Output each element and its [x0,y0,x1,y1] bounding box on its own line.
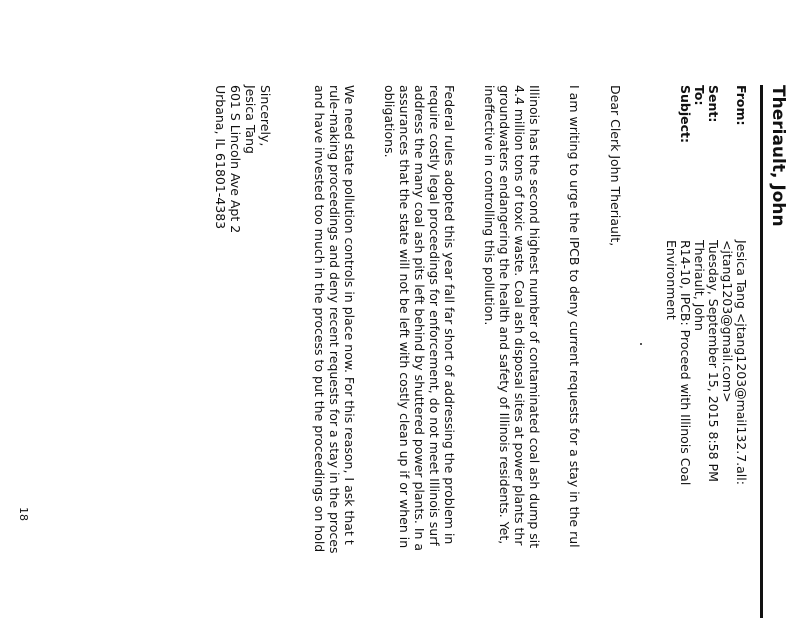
paragraph-line: address the many coal ash pits left behind by shuttered power plants. In a [412,85,427,552]
subject-value-line2: Environment [664,240,679,320]
signature-street: 601 S Lincoln Ave Apt 2 [228,85,243,234]
signature-city: Urbana, IL 61801-4383 [213,85,228,230]
paragraph-line: assurances that the state will not be left with costly clean up if or when in [397,85,412,549]
paragraph-line: obligations. [382,85,397,158]
subject-value-line1: R14-10, IPCB: Proceed with Illinois Coal [678,240,693,486]
from-value-line2: <jtang1203@gmail.com> [720,240,735,403]
page-number: 18 [17,507,30,521]
paragraph-line: 4.4 million tons of toxic waste. Coal ash disposal sites at power plants thr [512,85,527,546]
salutation: Dear Clerk John Theriault, [608,85,623,247]
recipient-name-header: Theriault, John [768,85,788,227]
paragraph-line: rule-making proceedings and deny recent requests for a stay in the proces [327,85,342,554]
signature-name: Jesica Tang [243,85,258,154]
from-value-line1: Jesica Tang <jtang1203@mail132.7.all: [734,240,749,485]
sent-value: Tuesday, September 15, 2015 8:58 PM [706,240,721,482]
paragraph-line: require costly legal proceedings for enforcement, do not meet Illinois surf [427,85,442,546]
paragraph-line: ineffective in controlling this pollution. [482,85,497,326]
header-rule [760,85,763,618]
paragraph-line: and have invested too much in the process to put the proceedings on hold [312,85,327,553]
subject-label: Subject: [678,85,693,143]
to-value: Theriault, John [692,240,707,331]
intro-paragraph: I am writing to urge the IPCB to deny current requests for a stay in the rul [567,85,582,548]
paragraph-line: Federal rules adopted this year fall far short of addressing the problem in [442,85,457,545]
paragraph-line: We need state pollution controls in place now. For this reason, I ask that t [342,85,357,545]
to-label: To: [692,85,707,106]
paragraph-line: Illinois has the second highest number of contaminated coal ash dump sit [527,85,542,549]
closing: Sincerely, [258,85,273,147]
scan-speck [640,343,642,345]
from-label: From: [734,85,749,126]
sent-label: Sent: [706,85,721,123]
paragraph-line: groundwaters endangering the health and safety of Illinois residents. Yet, [497,85,512,545]
